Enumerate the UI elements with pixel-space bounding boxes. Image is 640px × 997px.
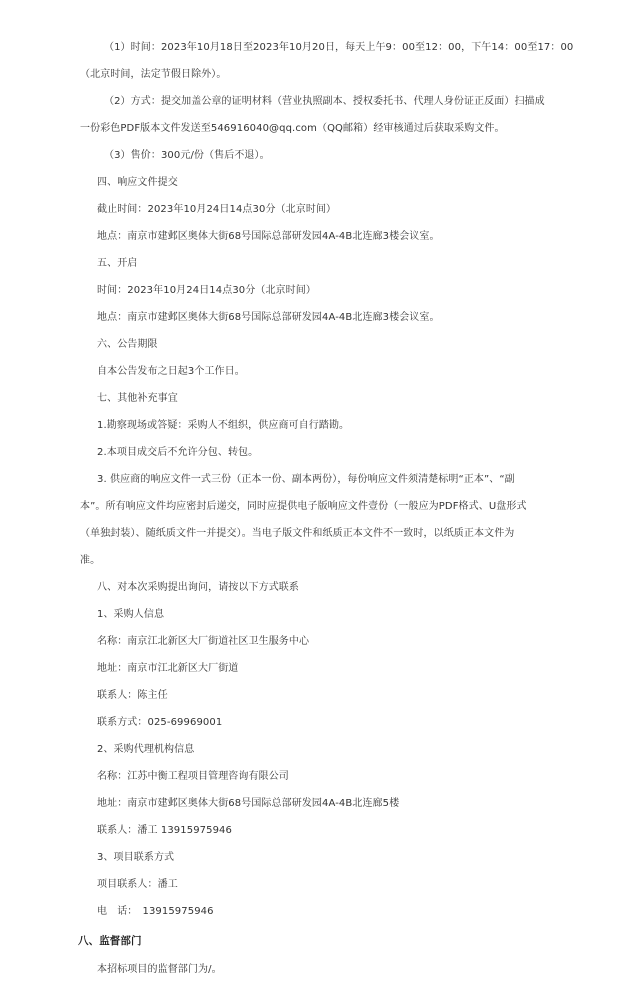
- section-heading-supplementary: 七、其他补充事宜: [97, 393, 178, 404]
- agency-contact-person: 联系人：潘工 13915975946: [97, 825, 232, 836]
- purchaser-info-heading: 1、采购人信息: [97, 609, 165, 620]
- section-heading-contact: 八、对本次采购提出询问，请按以下方式联系: [97, 582, 299, 593]
- purchaser-address: 地址：南京市江北新区大厂街道: [97, 663, 239, 674]
- notice-period-text: 自本公告发布之日起3个工作日。: [97, 366, 245, 377]
- section-heading-opening: 五、开启: [97, 258, 138, 269]
- purchase-time-line: （1）时间：2023年10月18日至2023年10月20日，每天上午9：00至12：00，下午14：00至17：00: [104, 42, 574, 53]
- project-contact-phone: 电 话： 13915975946: [97, 906, 214, 917]
- agency-info-heading: 2、采购代理机构信息: [97, 744, 195, 755]
- agency-name: 名称：江苏中衡工程项目管理咨询有限公司: [97, 771, 289, 782]
- supplementary-item-3-cont-3: 准。: [80, 555, 101, 566]
- purchaser-contact-person: 联系人：陈主任: [97, 690, 168, 701]
- section-heading-notice-period: 六、公告期限: [97, 339, 158, 350]
- supplementary-item-1: 1.勘察现场或答疑：采购人不组织，供应商可自行踏勘。: [97, 420, 350, 431]
- agency-address: 地址：南京市建邺区奥体大街68号国际总部研发园4A-4B北连廊5楼: [97, 798, 400, 809]
- supplementary-item-3-cont-2: （单独封装）、随纸质文件一并提交）。当电子版文件和纸质正本文件不一致时，以纸质正本文件为: [80, 528, 515, 539]
- supplementary-item-3: 3. 供应商的响应文件一式三份（正本一份、副本两份），每份响应文件须清楚标明“正本”、“副: [97, 474, 515, 485]
- purchase-method-continued: 一份彩色PDF版本文件发送至546916040@qq.com（QQ邮箱）经审核通过后获取采购文件。: [80, 123, 505, 134]
- opening-time: 时间：2023年10月24日14点30分（北京时间）: [97, 285, 316, 296]
- purchaser-phone: 联系方式：025-69969001: [97, 717, 223, 728]
- purchaser-name: 名称：南京江北新区大厂街道社区卫生服务中心: [97, 636, 310, 647]
- supplementary-item-3-cont-1: 本”。所有响应文件均应密封后递交，同时应提供电子版响应文件壹份（一般应为PDF格式、U盘形式: [80, 501, 527, 512]
- supervision-text: 本招标项目的监督部门为/。: [97, 964, 222, 975]
- submission-location: 地点：南京市建邺区奥体大街68号国际总部研发园4A-4B北连廊3楼会议室。: [97, 231, 440, 242]
- opening-location: 地点：南京市建邺区奥体大街68号国际总部研发园4A-4B北连廊3楼会议室。: [97, 312, 440, 323]
- project-contact-person: 项目联系人：潘工: [97, 879, 178, 890]
- section-heading-supervision: 八、监督部门: [78, 935, 142, 947]
- supplementary-item-2: 2.本项目成交后不允许分包、转包。: [97, 447, 259, 458]
- purchase-method-line: （2）方式：提交加盖公章的证明材料（营业执照副本、授权委托书、代理人身份证正反面）扫描成: [104, 96, 545, 107]
- project-contact-heading: 3、项目联系方式: [97, 852, 175, 863]
- section-heading-submission: 四、响应文件提交: [97, 177, 178, 188]
- purchase-time-continued: （北京时间，法定节假日除外）。: [80, 69, 227, 80]
- submission-deadline: 截止时间：2023年10月24日14点30分（北京时间）: [97, 204, 337, 215]
- purchase-price-line: （3）售价：300元/份（售后不退）。: [104, 150, 270, 161]
